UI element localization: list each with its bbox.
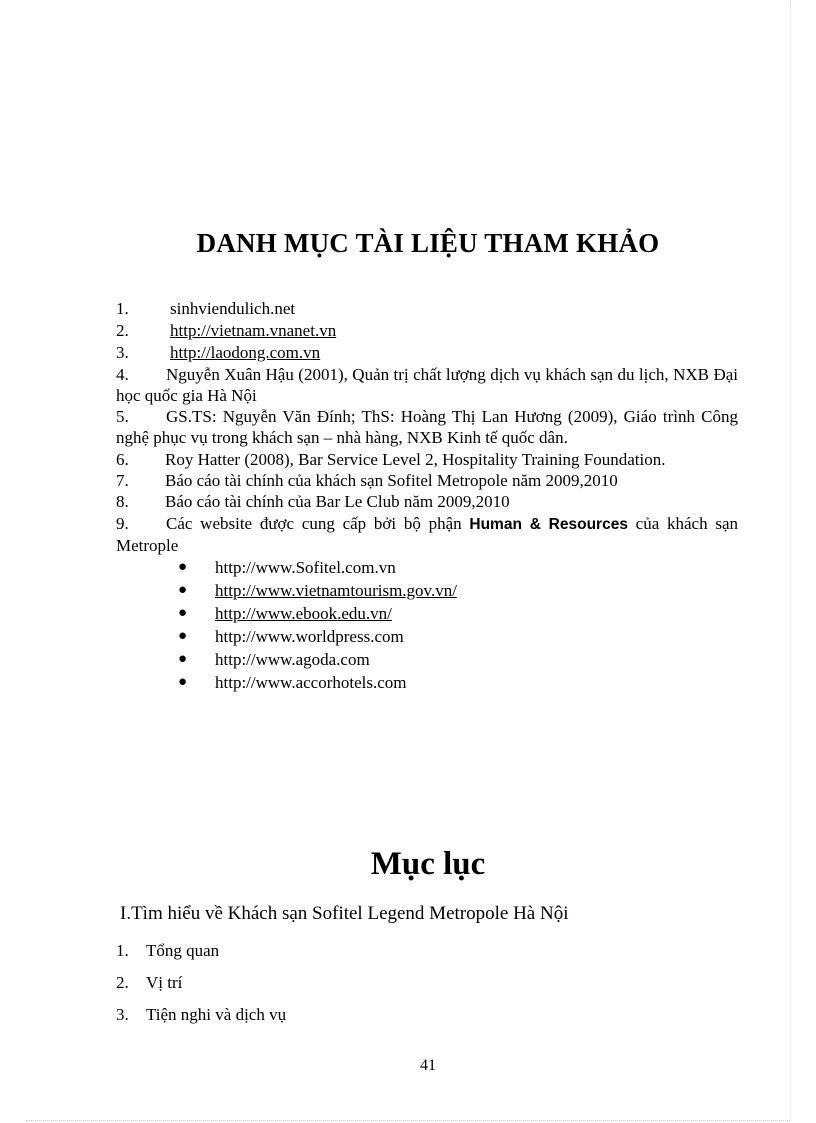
reference-item-9: [116, 513, 738, 556]
reference-item-8: [0, 491, 816, 512]
toc-item-number: 1.: [116, 941, 129, 960]
reference-item-7: [0, 470, 816, 491]
toc-item-2: [0, 973, 816, 995]
toc-item-number: 2.: [116, 973, 129, 992]
website-list-item: [0, 580, 816, 601]
website-link[interactable]: http://www.worldpress.com: [215, 627, 404, 646]
reference-text: Các website được cung cấp bởi bộ phận: [166, 514, 470, 533]
reference-item-2: [0, 320, 816, 341]
reference-number: 6.: [116, 450, 129, 469]
website-link[interactable]: http://www.accorhotels.com: [215, 673, 407, 692]
reference-item-5: [116, 406, 738, 448]
toc-section-heading: I.Tìm hiểu về Khách sạn Sofitel Legend Metropole Hà Nội: [120, 903, 569, 924]
reference-text: Báo cáo tài chính của khách sạn Sofitel Metropole năm 2009,2010: [165, 471, 618, 490]
reference-number: 5.: [116, 407, 129, 426]
website-list-item: [0, 649, 816, 670]
toc-title: Mục lục: [370, 846, 486, 882]
reference-text: Roy Hatter (2008), Bar Service Level 2, Hospitality Training Foundation.: [165, 450, 666, 469]
reference-text: của khách sạn Metrople: [116, 514, 738, 555]
reference-link[interactable]: http://vietnam.vnanet.vn: [170, 321, 337, 340]
page-number: 41: [420, 1057, 436, 1074]
reference-number: 8.: [116, 492, 129, 511]
reference-item-6: [0, 449, 816, 470]
bullet-icon: ●: [178, 674, 188, 690]
bullet-icon: ●: [178, 628, 188, 644]
reference-text: sinhviendulich.net: [170, 299, 296, 318]
reference-number: 4.: [116, 365, 129, 384]
toc-item-1: [0, 941, 816, 963]
reference-item-3: [0, 342, 816, 363]
reference-text: Báo cáo tài chính của Bar Le Club năm 2009,2010: [165, 492, 510, 511]
website-list-item: [0, 626, 816, 647]
website-link[interactable]: http://www.vietnamtourism.gov.vn/: [215, 581, 457, 600]
reference-item-1: [0, 298, 816, 319]
department-name: Human & Resources: [469, 516, 628, 533]
reference-number: 1.: [116, 299, 129, 318]
website-link[interactable]: http://www.Sofitel.com.vn: [215, 558, 396, 577]
website-list-item: [0, 603, 816, 624]
bullet-icon: ●: [178, 651, 188, 667]
reference-number: 3.: [116, 343, 129, 362]
website-list-item: [0, 672, 816, 693]
toc-item-text: Tổng quan: [146, 941, 220, 960]
reference-number: 9.: [116, 514, 129, 533]
reference-number: 2.: [116, 321, 129, 340]
reference-text: Nguyễn Xuân Hậu (2001), Quản trị chất lượng dịch vụ khách sạn du lịch, NXB Đại học quốc gia Hà Nội: [116, 365, 738, 405]
bullet-icon: ●: [178, 559, 188, 575]
website-link[interactable]: http://www.agoda.com: [215, 650, 370, 669]
toc-item-number: 3.: [116, 1005, 129, 1024]
reference-item-4: [116, 364, 738, 406]
website-list-item: [0, 557, 816, 578]
reference-link[interactable]: http://laodong.com.vn: [170, 343, 321, 362]
bullet-icon: ●: [178, 605, 188, 621]
page-border-bottom: [26, 1120, 790, 1121]
bullet-icon: ●: [178, 582, 188, 598]
page-border-right: [790, 0, 791, 1120]
toc-item-text: Vị trí: [146, 973, 183, 992]
toc-item-3: [0, 1005, 816, 1027]
website-link[interactable]: http://www.ebook.edu.vn/: [215, 604, 392, 623]
toc-item-text: Tiện nghi và dịch vụ: [146, 1005, 287, 1024]
references-title: DANH MỤC TÀI LIỆU THAM KHẢO: [196, 228, 660, 258]
reference-text: GS.TS: Nguyễn Văn Đính; ThS: Hoàng Thị Lan Hương (2009), Giáo trình Công nghệ phục vụ trong khách sạn – nhà hàng, NXB Kinh tế quốc dân.: [116, 407, 738, 447]
reference-number: 7.: [116, 471, 129, 490]
